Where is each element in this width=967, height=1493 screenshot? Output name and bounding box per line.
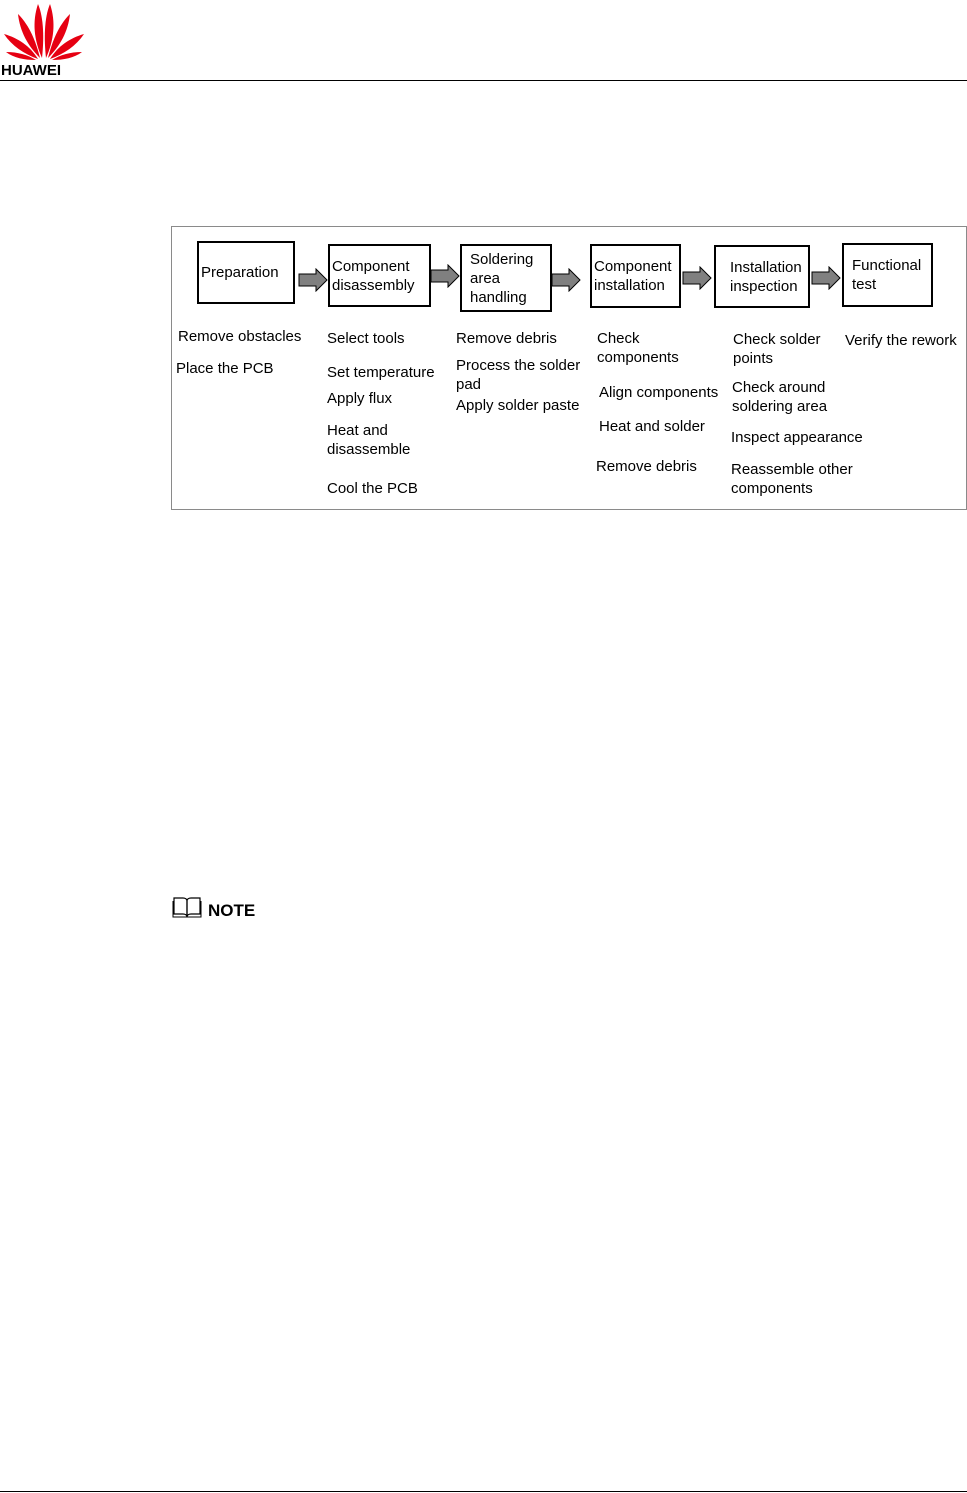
step-text: Heat and solder	[599, 418, 705, 435]
flow-arrow-icon	[682, 266, 712, 290]
step-text: Set temperature	[327, 364, 435, 381]
flow-arrow-icon	[430, 264, 460, 288]
note-label: NOTE	[208, 901, 256, 920]
huawei-logo	[0, 0, 86, 80]
stage-component-disassembly: Component disassembly	[328, 244, 431, 307]
flow-arrow-icon	[551, 268, 581, 292]
stage-component-installation: Component installation	[590, 244, 681, 308]
step-text: Apply solder paste	[456, 397, 580, 414]
footer-divider	[0, 1491, 967, 1492]
rework-flow-diagram	[171, 226, 967, 510]
step-text: Reassemble other components	[731, 461, 853, 497]
step-text: Process the solder pad	[456, 357, 581, 393]
step-text: Check solder points	[733, 331, 821, 367]
stage-preparation: Preparation	[197, 241, 295, 304]
step-text: Remove debris	[596, 458, 697, 475]
stage-functional-test: Functional test	[842, 243, 933, 307]
step-text: Inspect appearance	[731, 429, 863, 446]
step-text: Check components	[597, 330, 679, 366]
stage-soldering-area-handling: Soldering area handling	[460, 244, 552, 312]
step-text: Align components	[599, 384, 719, 401]
step-text: Verify the rework	[845, 332, 957, 349]
stage-installation-inspection: Installation inspection	[714, 245, 810, 308]
huawei-petals-icon	[4, 0, 84, 62]
step-text: Heat and disassemble	[327, 422, 411, 458]
step-text: Remove debris	[456, 330, 557, 347]
book-icon	[172, 895, 202, 919]
step-text: Place the PCB	[176, 360, 274, 377]
flow-arrow-icon	[811, 266, 841, 290]
step-text: Remove obstacles	[178, 328, 302, 345]
brand-wordmark: HUAWEI	[1, 62, 61, 79]
header-divider	[0, 80, 967, 81]
step-text: Check around soldering area	[732, 379, 828, 415]
step-text: Apply flux	[327, 390, 393, 407]
flow-arrow-icon	[298, 268, 328, 292]
step-text: Select tools	[327, 330, 405, 347]
step-text: Cool the PCB	[327, 480, 418, 497]
